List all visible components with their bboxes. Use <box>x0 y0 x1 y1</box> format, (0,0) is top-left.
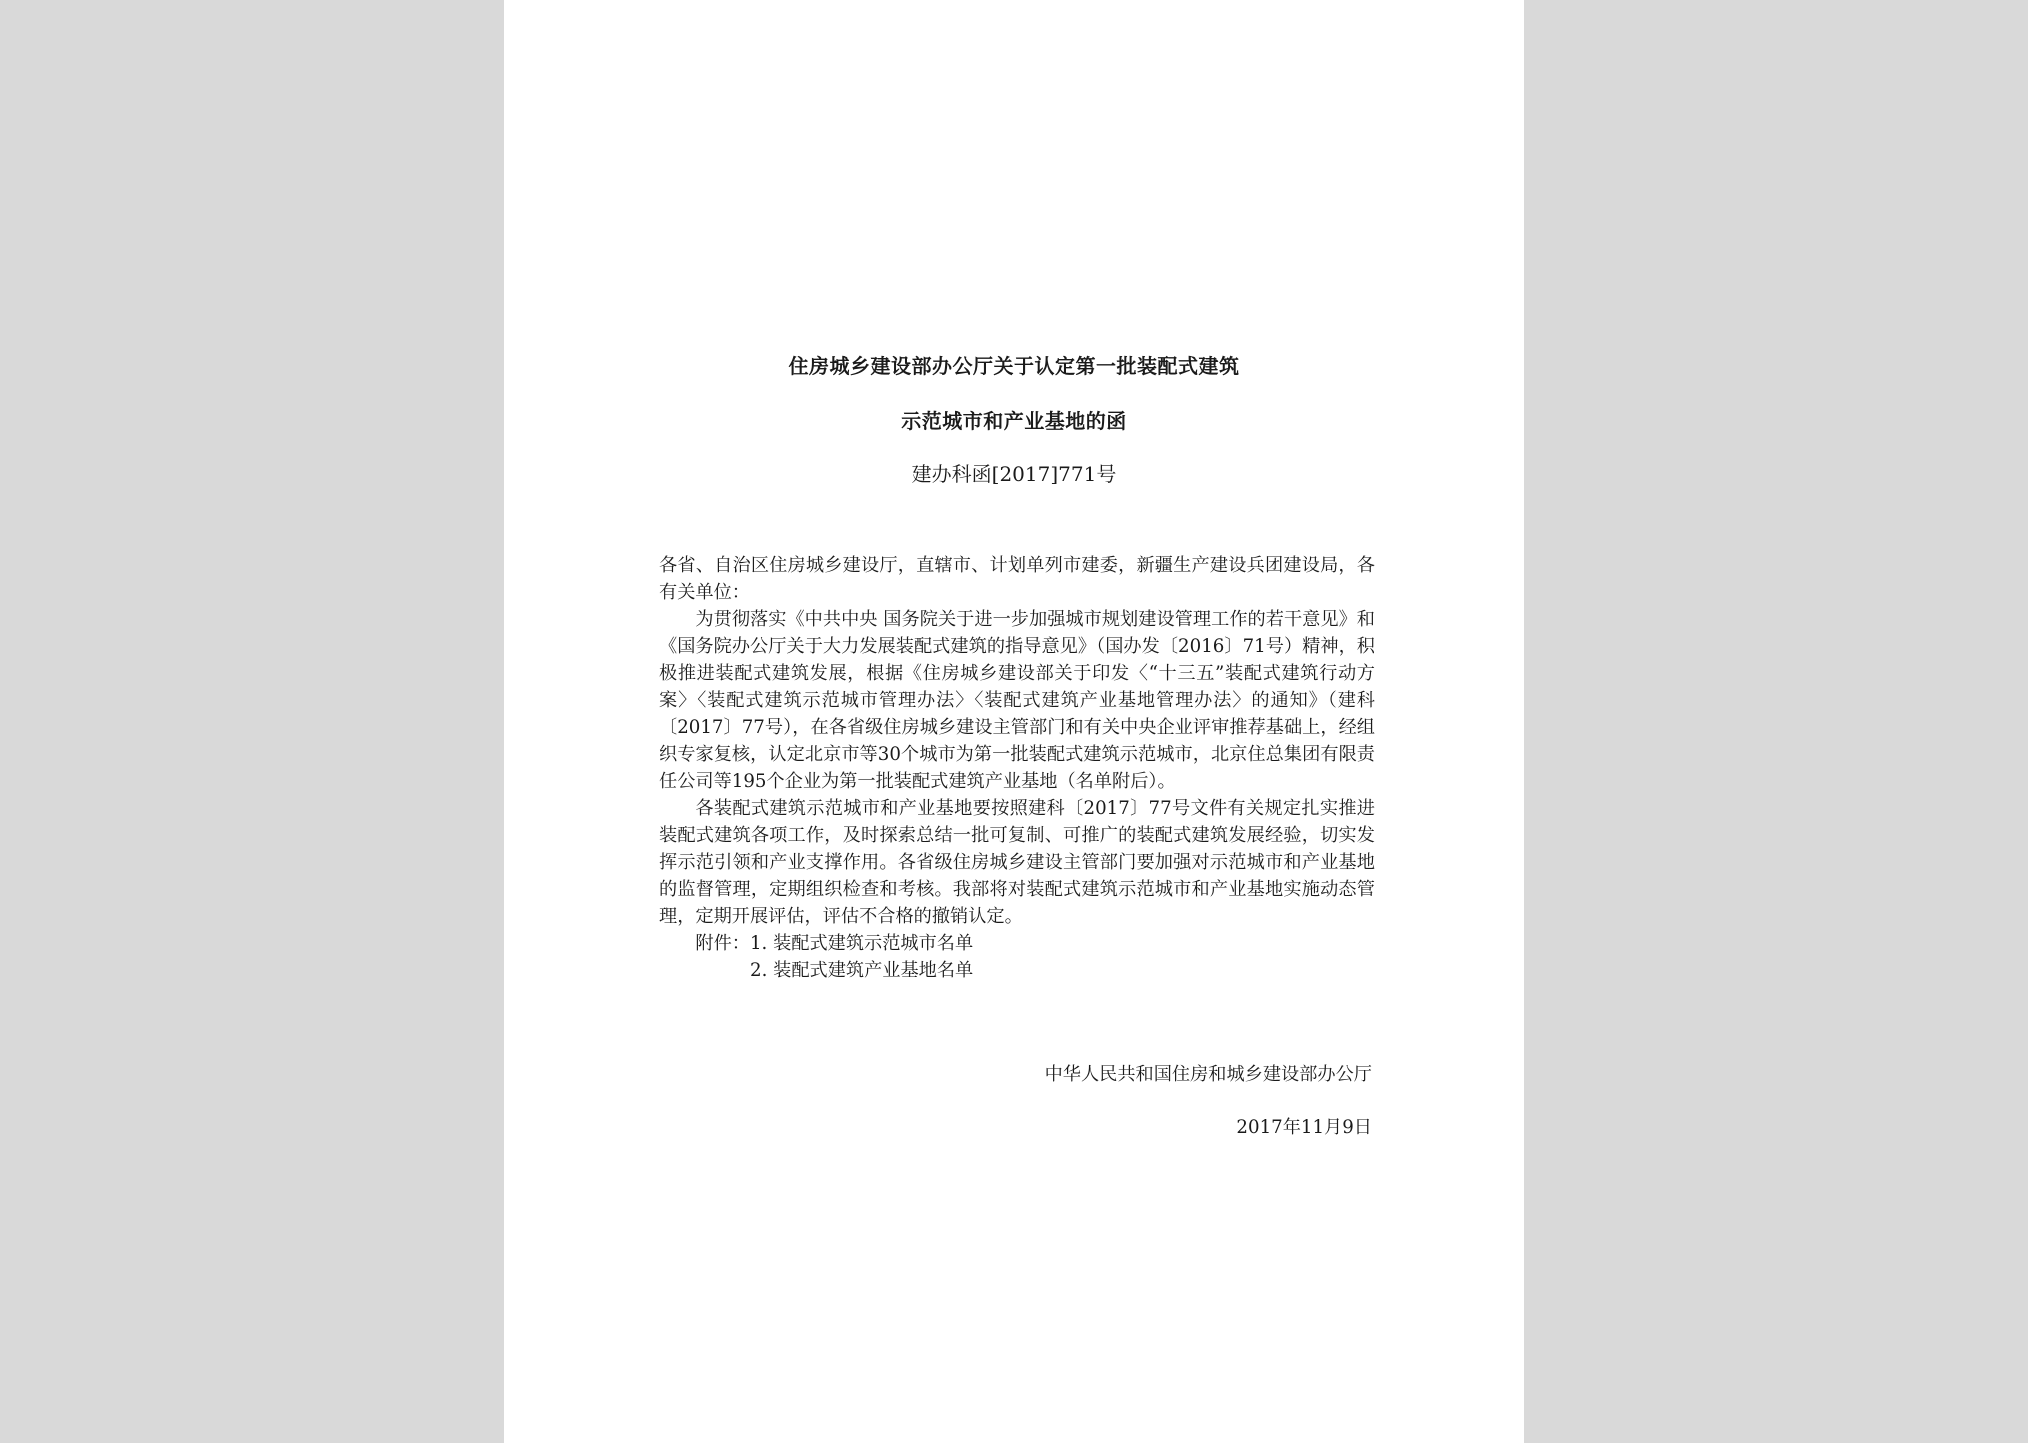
document-body <box>659 552 1375 984</box>
attachment-1: 附件：1. 装配式建筑示范城市名单 <box>695 933 974 954</box>
paragraph-2: 各装配式建筑示范城市和产业基地要按照建科〔2017〕77号文件有关规定扎实推进装配式建筑各项工作，及时探索总结一批可复制、可推广的装配式建筑发展经验，切实发挥示范引领和产业支撑作用。各省级住房城乡建设主管部门要加强对示范城市和产业基地的监督管理，定期组织检查和考核。我部将对装配式建筑示范城市和产业基地实施动态管理，定期开展评估，评估不合格的撤销认定。 <box>659 798 1375 927</box>
document-page <box>504 0 1524 1443</box>
addressee: 各省、自治区住房城乡建设厅，直辖市、计划单列市建委，新疆生产建设兵团建设局，各有关单位： <box>659 555 1375 603</box>
signature: 中华人民共和国住房和城乡建设部办公厅 <box>1044 1064 1372 1085</box>
document-title-line1: 住房城乡建设部办公厅关于认定第一批装配式建筑 <box>788 354 1240 378</box>
document-date: 2017年11月9日 <box>1236 1117 1372 1138</box>
document-number: 建办科函[2017]771号 <box>911 462 1117 486</box>
paragraph-1: 为贯彻落实《中共中央 国务院关于进一步加强城市规划建设管理工作的若干意见》和《国务院办公厅关于大力发展装配式建筑的指导意见》（国办发〔2016〕71号）精神，积极推进装配式建筑发展，根据《住房城乡建设部关于印发〈“十三五”装配式建筑行动方案〉〈装配式建筑示范城市管理办法〉〈装配式建筑产业基地管理办法〉的通知》（建科〔2017〕77号），在各省级住房城乡建设主管部门和有关中央企业评审推荐基础上，经组织专家复核，认定北京市等30个城市为第一批装配式建筑示范城市，北京住总集团有限责任公司等195个企业为第一批装配式建筑产业基地（名单附后）。 <box>659 609 1375 792</box>
document-title-line2: 示范城市和产业基地的函 <box>901 409 1127 433</box>
attachment-2: 2. 装配式建筑产业基地名单 <box>750 960 974 981</box>
